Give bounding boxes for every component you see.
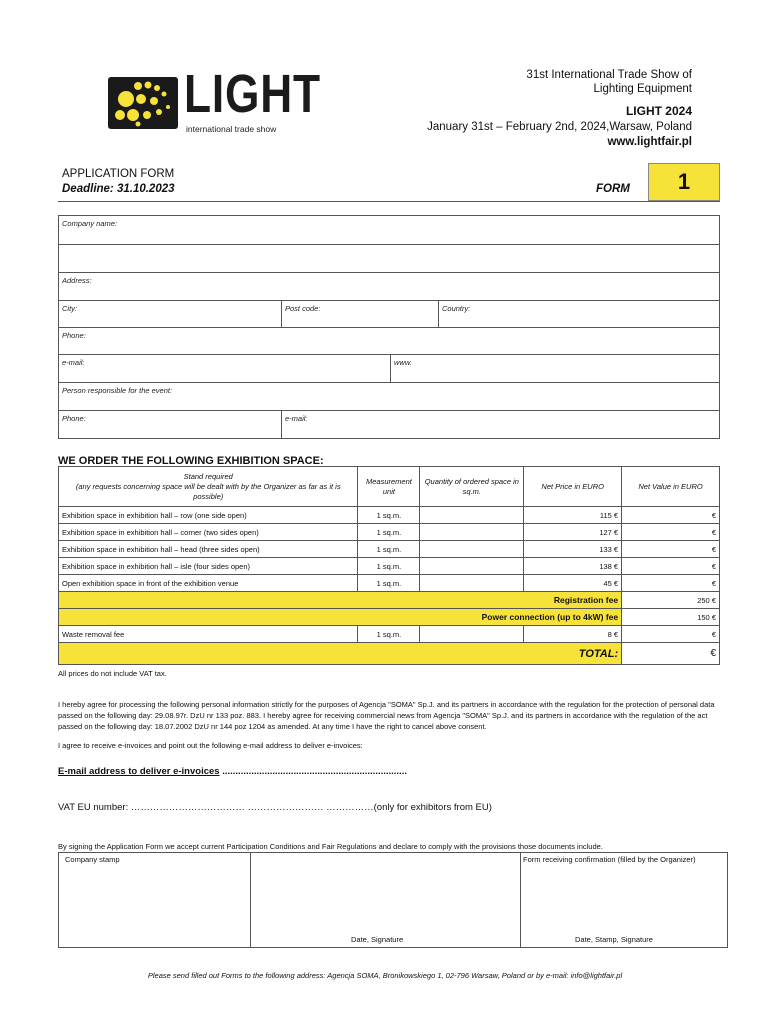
table-row (59, 541, 720, 558)
row-qty-input[interactable] (420, 541, 524, 558)
event-line2: Lighting Equipment (593, 83, 692, 95)
einvoice-email-dots: ...................................................................... (219, 766, 407, 777)
post-code-field[interactable] (281, 300, 439, 328)
table-row (59, 575, 720, 592)
table-header-row (59, 467, 720, 507)
person-phone-label: Phone: (62, 414, 86, 423)
post-code-label: Post code: (285, 304, 321, 313)
registration-fee-value: 250 € (622, 592, 720, 609)
signature-box (58, 852, 728, 948)
event-line1: 31st International Trade Show of (526, 69, 692, 81)
waste-price: 8 € (524, 626, 622, 643)
table-row (59, 507, 720, 524)
phone-label: Phone: (62, 331, 86, 340)
row-qty-input[interactable] (420, 524, 524, 541)
company-details (58, 215, 720, 439)
person-label: Person responsible for the event: (62, 386, 173, 395)
date-signature-label: Date, Signature (351, 935, 404, 944)
divider (58, 201, 720, 202)
row-unit: 1 sq.m. (358, 524, 420, 541)
logo-word: LIGHT (184, 64, 321, 124)
form-label: FORM (596, 183, 630, 195)
address-field[interactable] (58, 272, 720, 301)
person-phone-field[interactable] (58, 410, 282, 439)
event-name: LIGHT 2024 (625, 104, 692, 118)
form-number-badge: 1 (648, 163, 720, 201)
www-label: www. (394, 358, 412, 367)
address-label: Address: (62, 276, 92, 285)
total-value: € (622, 643, 720, 665)
person-field[interactable] (58, 382, 720, 411)
person-email-field[interactable] (281, 410, 720, 439)
table-row (59, 524, 720, 541)
email-label: e-mail: (62, 358, 85, 367)
power-fee-label: Power connection (up to 4kW) fee (59, 609, 622, 626)
date-signature-area[interactable] (251, 853, 521, 947)
einvoice-email-label: E-mail address to deliver e-invoices (58, 766, 220, 777)
company-stamp-label: Company stamp (65, 855, 120, 864)
row-qty-input[interactable] (420, 558, 524, 575)
form-deadline: Deadline: 31.10.2023 (62, 183, 175, 195)
row-price: 45 € (524, 575, 622, 592)
row-name: Exhibition space in exhibition hall – corner (two sides open) (59, 524, 358, 541)
company-name-field-2[interactable] (58, 244, 720, 273)
row-qty-input[interactable] (420, 575, 524, 592)
row-name: Exhibition space in exhibition hall – head (three sides open) (59, 541, 358, 558)
row-qty-input[interactable] (420, 507, 524, 524)
form-title: APPLICATION FORM (62, 168, 175, 180)
order-section-title: WE ORDER THE FOLLOWING EXHIBITION SPACE: (58, 455, 324, 467)
row-unit: 1 sq.m. (358, 541, 420, 558)
vat-note: All prices do not include VAT tax. (58, 669, 167, 678)
exhibition-space-table (58, 466, 720, 665)
registration-fee-row (59, 592, 720, 609)
row-value: € (622, 575, 720, 592)
footer-address: Please send filled out Forms to the following address: Agencja SOMA, Bronikowskiego 1, 02-796 Warsaw, Poland or by e-mail: info@lightfair.pl (147, 971, 623, 980)
power-fee-value: 150 € (622, 609, 720, 626)
row-name: Exhibition space in exhibition hall – row (one side open) (59, 507, 358, 524)
www-field[interactable] (390, 354, 720, 383)
header-qty: Quantity of ordered space in sq.m. (420, 467, 524, 507)
waste-row (59, 626, 720, 643)
company-name-field[interactable] (58, 215, 720, 245)
row-name: Open exhibition space in front of the exhibition venue (59, 575, 358, 592)
waste-qty-input[interactable] (420, 626, 524, 643)
header-price: Net Price in EURO (524, 467, 622, 507)
person-email-label: e-mail: (285, 414, 308, 423)
header-unit: Measurement unit (358, 467, 420, 507)
row-price: 127 € (524, 524, 622, 541)
row-unit: 1 sq.m. (358, 507, 420, 524)
company-stamp-area[interactable] (59, 853, 251, 947)
table-row (59, 558, 720, 575)
row-price: 115 € (524, 507, 622, 524)
organizer-confirmation-area (521, 853, 727, 947)
phone-field[interactable] (58, 327, 720, 355)
row-value: € (622, 524, 720, 541)
logo-tagline: international trade show (186, 124, 277, 134)
organizer-confirmation-label: Form receiving confirmation (filled by the Organizer) (523, 855, 696, 864)
signing-note: By signing the Application Form we accept current Participation Conditions and Fair Regulations and declare to comply with the provisions those documents include. (58, 842, 603, 851)
city-field[interactable] (58, 300, 282, 328)
email-field[interactable] (58, 354, 391, 383)
row-price: 138 € (524, 558, 622, 575)
waste-value: € (622, 626, 720, 643)
light-logo (108, 64, 321, 138)
consent-text: I hereby agree for processing the following personal information strictly for the purposes of Agencja "SOMA" Sp.J. and its partners in accordance with the regulation for the protection of personal data passed on the following day: 29.08.97r. DzU nr 133 poz. 883. I hereby agree for receiving commercial news from Agencja "SOMA" Sp.J. and its partners in accordance with the regulation of the act passed on the following day: 18.07.2002 DzU nr 144 poz 1204 as amended. At any time I have the right to cancel above consent. (58, 700, 715, 731)
country-field[interactable] (438, 300, 720, 328)
waste-unit: 1 sq.m. (358, 626, 420, 643)
header-stand: Stand required (any requests concerning space will be dealt with by the Organizer as far as it is possible) (59, 467, 358, 507)
event-info (372, 68, 692, 150)
row-unit: 1 sq.m. (358, 558, 420, 575)
row-price: 133 € (524, 541, 622, 558)
einvoice-note: I agree to receive e-invoices and point out the following e-mail address to deliver e-invoices: (58, 741, 363, 750)
row-value: € (622, 558, 720, 575)
registration-fee-label: Registration fee (59, 592, 622, 609)
row-value: € (622, 507, 720, 524)
waste-name: Waste removal fee (59, 626, 358, 643)
power-fee-row (59, 609, 720, 626)
einvoice-email-field[interactable] (58, 766, 407, 777)
logo-dots-icon (108, 77, 178, 129)
event-dates: January 31st – February 2nd, 2024,Warsaw, Poland (427, 121, 692, 133)
date-stamp-label: Date, Stamp, Signature (575, 935, 653, 944)
header-value: Net Value in EURO (622, 467, 720, 507)
vat-eu-field[interactable]: VAT EU number: ……………………………… …………………… ……………(only for exhibitors from EU) (58, 802, 492, 813)
company-name-label: Company name: (62, 219, 118, 228)
row-unit: 1 sq.m. (358, 575, 420, 592)
row-value: € (622, 541, 720, 558)
total-label: TOTAL: (59, 643, 622, 665)
total-row (59, 643, 720, 665)
event-website: www.lightfair.pl (607, 136, 692, 148)
city-label: City: (62, 304, 77, 313)
row-name: Exhibition space in exhibition hall – isle (four sides open) (59, 558, 358, 575)
country-label: Country: (442, 304, 471, 313)
